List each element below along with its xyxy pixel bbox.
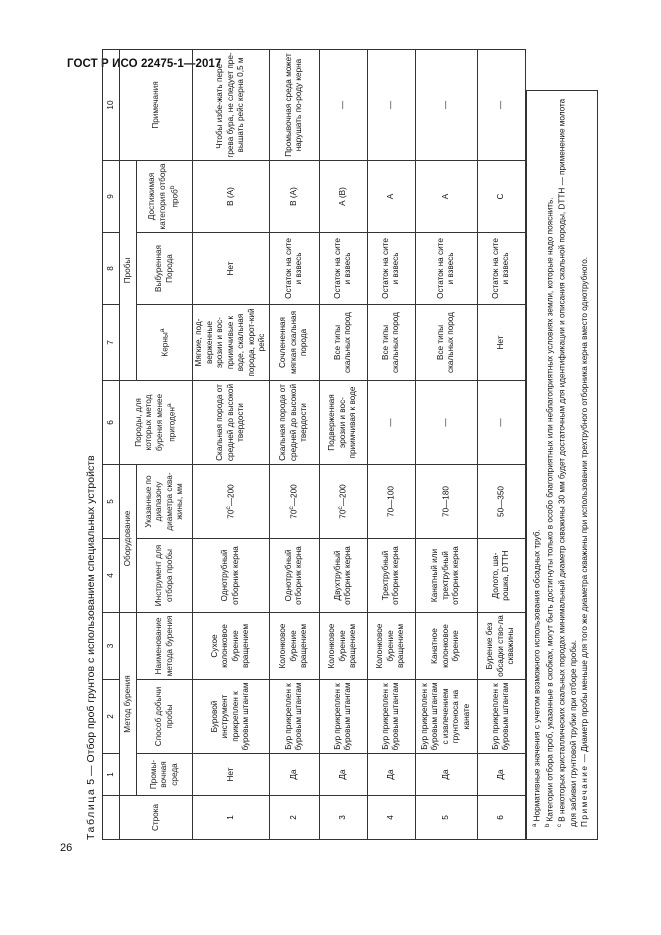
footnote-c: $^с$ В некоторых кристаллических скальных породах минимальный диаметр скважины 30 мм будет достаточным для идентификации и описания скальной породы, DTTH — применение молота для забивки грунтовой трубки при отборе пробы.: [557, 98, 579, 827]
cell-category: В (А): [269, 161, 319, 233]
header-extraction: Способ добычи пробы: [137, 680, 193, 754]
cell-tool: Канатный или трехтрубный отборник керна: [415, 539, 477, 613]
col-number: 6: [103, 381, 120, 465]
cell-diameter: $70^с—200$: [193, 465, 270, 539]
footnote-b: $^b$ Категории отбора проб, указанные в скобках, могут быть достигнуты только в особо благоприятных или неблагоприятных условиях земли, которые надо пояснить.: [544, 197, 555, 827]
header-notes: Примечания: [120, 50, 193, 161]
col-number: 9: [103, 161, 120, 233]
cell-fluid: Да: [319, 754, 367, 796]
cell-notes: Чтобы избе-жать пере-грева бура, не следует пре-вышать рейс керна 0,5 м: [193, 50, 270, 161]
header-cores: Керны$^а$: [137, 305, 193, 381]
cell-category: А (В): [319, 161, 367, 233]
cell-tool: Долото, ша-рошка, DTTH: [477, 539, 525, 613]
cell-category: С: [477, 161, 525, 233]
col-number: 10: [103, 50, 120, 161]
cell-row-number: 1: [193, 796, 270, 840]
cell-fluid: Да: [477, 754, 525, 796]
drilling-sampling-table: [102, 49, 526, 840]
page-number: 26: [60, 842, 73, 854]
cell-extraction: Буровой инструмент прикреплен к буровым штангам: [193, 680, 270, 754]
cell-fluid: Да: [367, 754, 415, 796]
cell-cores: Сочлененная мягкая скальная порода: [269, 305, 319, 381]
cell-row-number: 6: [477, 796, 525, 840]
cell-row-number: 3: [319, 796, 367, 840]
cell-unsuitable: Скальная порода от средней до высокой твердости: [193, 381, 270, 465]
col-number: 5: [103, 465, 120, 539]
cell-fluid: Да: [269, 754, 319, 796]
header-fluid: Промы-вочная среда: [137, 754, 193, 796]
cell-extraction: Бур прикреплен к буровым штангам: [367, 680, 415, 754]
cell-tool: Двухтрубный отборник керна: [319, 539, 367, 613]
cell-extraction: Бур прикреплен к буровым штангам: [269, 680, 319, 754]
footnote-a: $^а$ Нормативные значения с учетом возможного использования обсадных труб.: [532, 529, 542, 827]
cell-method: Сухое колонковое бурение вращением: [193, 613, 270, 680]
cell-cores: Мягкие, под-верженные эрозии и вос-приимчивые к воде, скальная порода, корот-кий рейс: [193, 305, 270, 381]
column-number-row: [103, 50, 120, 840]
table-row: [415, 50, 477, 840]
col-number: 7: [103, 305, 120, 381]
cell-notes: —: [415, 50, 477, 161]
cell-extraction: Бур прикреплен к буровым штангам: [319, 680, 367, 754]
row-label-header: Строка: [120, 796, 193, 840]
cell-notes: —: [477, 50, 525, 161]
cell-cores: Все типы скальных пород: [415, 305, 477, 381]
cell-row-number: 5: [415, 796, 477, 840]
col-number: 3: [103, 613, 120, 680]
table-row: [269, 50, 319, 840]
header-cuttings: Выбуренная Порода: [137, 233, 193, 305]
cell-method: Колонковое бурение вращением: [367, 613, 415, 680]
table-footnotes: [526, 90, 598, 840]
cell-extraction: Бур прикреплен к буровым штангам с извлечением грунтоноса на канате: [415, 680, 477, 754]
caption-text: 5 — Отбор проб грунтов с использованием специальных устройств: [85, 455, 97, 788]
col-number: 1: [103, 754, 120, 796]
header-unsuitable: Породы, для которых метод бурения менее пригоден$^а$: [120, 381, 193, 465]
cell-diameter: 70—180: [415, 465, 477, 539]
table-row: [367, 50, 415, 840]
col-number-blank: [103, 796, 120, 840]
caption-label: Таблица: [85, 787, 97, 840]
cell-notes: —: [367, 50, 415, 161]
cell-tool: Трехтрубный отборник керна: [367, 539, 415, 613]
header-method: Наименование метода бурения: [137, 613, 193, 680]
header-category: Достижимая категория отбора проб$^b$: [137, 161, 193, 233]
col-number: 2: [103, 680, 120, 754]
cell-category: В (А): [193, 161, 270, 233]
footnote-mark: а: [158, 328, 166, 333]
equipment-group: Оборудование: [120, 465, 137, 613]
header-diameter: Указанные по диапазону диаметра сква-жины, мм: [137, 465, 193, 539]
cell-fluid: Да: [415, 754, 477, 796]
cell-row-number: 4: [367, 796, 415, 840]
cell-diameter: 50—350: [477, 465, 525, 539]
samples-group: Пробы: [120, 161, 137, 381]
cell-extraction: Бур прикреплен к буровым штангам: [477, 680, 525, 754]
cell-fluid: Нет: [193, 754, 270, 796]
drilling-method-group: Метод бурения: [120, 613, 137, 796]
cell-unsuitable: Подверженная эрозии и вос-приимчивая к воде: [319, 381, 367, 465]
cell-cores: Все типы скальных пород: [367, 305, 415, 381]
table-row: [193, 50, 270, 840]
footnote-mark: b: [169, 185, 177, 190]
footnote-mark: а: [166, 403, 174, 408]
cell-notes: —: [319, 50, 367, 161]
cell-method: Колонковое бурение вращением: [319, 613, 367, 680]
table-row: [319, 50, 367, 840]
cell-cores: Все типы скальных пород: [319, 305, 367, 381]
cell-diameter: $70^с—200$: [319, 465, 367, 539]
group-header-row: [120, 50, 137, 840]
cell-tool: Однотрубный отборник керна: [269, 539, 319, 613]
cell-category: А: [415, 161, 477, 233]
cell-method: Колонковое бурение вращением: [269, 613, 319, 680]
table-note: Примечание — Диаметр пробы меньше для того же диаметра скважины при использовании трехтрубного отборника керна вместо однотрубного.: [580, 256, 590, 827]
cell-cuttings: Остаток на сите и взвесь: [319, 233, 367, 305]
cell-cuttings: Остаток на сите и взвесь: [367, 233, 415, 305]
cell-unsuitable: —: [415, 381, 477, 465]
cell-cuttings: Нет: [193, 233, 270, 305]
cell-cores: Нет: [477, 305, 525, 381]
cell-cuttings: Остаток на сите и взвесь: [269, 233, 319, 305]
col-number: 8: [103, 233, 120, 305]
cell-tool: Однотрубный отборник керна: [193, 539, 270, 613]
cell-diameter: 70—100: [367, 465, 415, 539]
cell-notes: Промывочная среда может нарушать по-роду керна: [269, 50, 319, 161]
cell-category: А: [367, 161, 415, 233]
cell-row-number: 2: [269, 796, 319, 840]
cell-cuttings: Остаток на сите и взвесь: [415, 233, 477, 305]
cell-cuttings: Остаток на сите и взвесь: [477, 233, 525, 305]
header-tool: Инструмент для отбора пробы: [137, 539, 193, 613]
table-caption: [80, 90, 102, 840]
col-number: 4: [103, 539, 120, 613]
cell-diameter: $70^с—200$: [269, 465, 319, 539]
cell-unsuitable: —: [477, 381, 525, 465]
cell-method: Канатное колонковое бурение: [415, 613, 477, 680]
cell-method: Бурение без обсадки ство-ла скважины: [477, 613, 525, 680]
cell-unsuitable: —: [367, 381, 415, 465]
table-row: [477, 50, 525, 840]
document-header: ГОСТ Р ИСО 22475-1—2017: [67, 58, 222, 70]
cell-unsuitable: Скальная порода от средней до высокой твердости: [269, 381, 319, 465]
